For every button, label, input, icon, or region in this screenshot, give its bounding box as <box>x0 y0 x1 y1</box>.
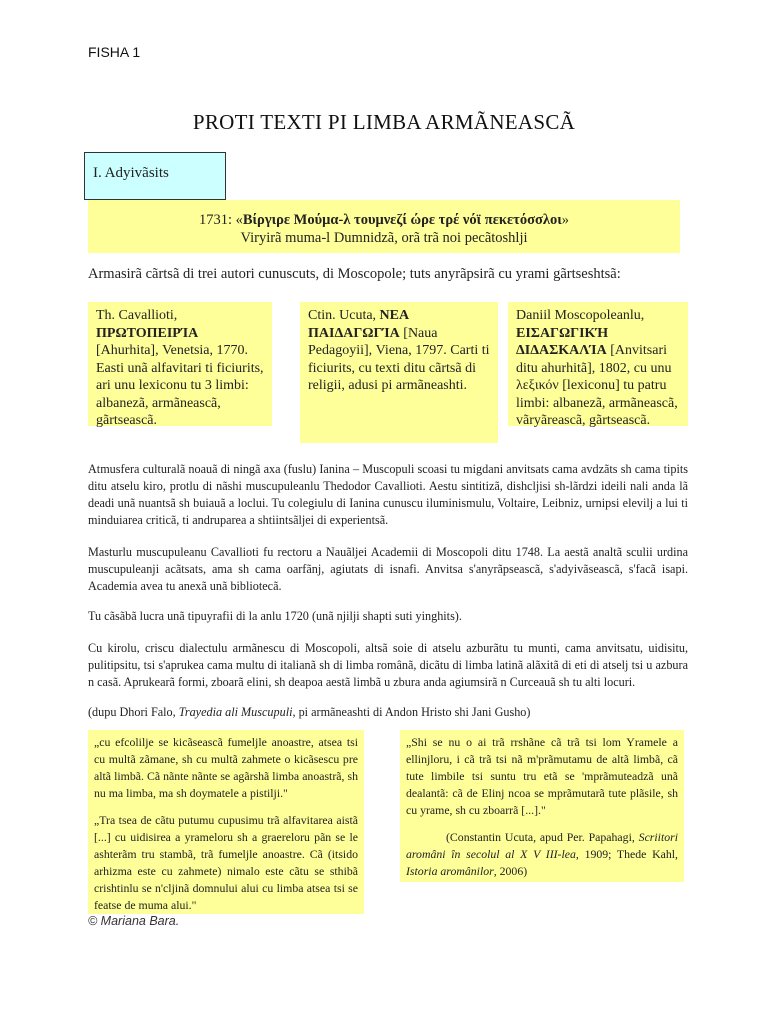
quote-paragraph: „cu efcolilje se kicãseascã fumeljle anoastre, atsea tsi cu multã zãmane, sh cu multã zahmete o kicãsescu pre altã limbã. Cã nãnte nãnte se agãrshã limba anoastrã, sh nu ma limba, ma sh doymatele a pistilji." <box>94 735 358 800</box>
book-description: [Ahurhita], Venetsia, 1770. Easti unã alfavitari ti ficiurits, ari unu lexiconu tu 3 limbi: albanezã, armãneascã, gãrtseascã. <box>96 343 264 428</box>
book-author: Ctin. Ucuta, <box>308 308 380 323</box>
section-tab: I. Adyivãsits <box>84 152 226 200</box>
paragraph-2: Masturlu muscupuleanu Cavallioti fu rectoru a Nauãljei Academii di Moscopoli ditu 1748. La aestã analtã sculii urdina muscupuleanji acãtsats, ama sh cama oarfãnj, agiutats di isnafi. Anvitsa s'anyrãpseascã, s'adyivãseascã, s'facã isapi. Academia avea tu anexã unã bibliotecã. <box>88 545 688 593</box>
quote-citation <box>406 829 678 880</box>
copyright: © Mariana Bara. <box>88 914 180 928</box>
intro-text: Armasirã cãrtsã di trei autori cunuscuts, di Moscopole; tuts anyrãpsirã cu yrami gãrtseshtsã: <box>88 266 621 282</box>
citation-work-2: Istoria aromânilor <box>406 864 494 878</box>
paragraph-3: Tu cãsãbã lucra unã tipuyrafii di la anlu 1720 (unã njilji shapti suti yinghits). <box>88 609 462 623</box>
book-greek-word: λεξικόν <box>516 378 559 393</box>
headline-greek: Βίργιρε Μούμα-λ τουμνεζί ώρε τρέ νόϊ πεκετόσσλοι <box>242 212 562 228</box>
book-greek-title: ΠΡΩΤΟΠΕΙΡΊΑ <box>96 325 199 341</box>
citation-work-1: Scriitori aromâni în secolul al X V III-lea <box>406 830 678 861</box>
page-title: PROTI TEXTI PI LIMBA ARMÃNEASCÃ <box>192 110 576 134</box>
citation-pre: (Constantin Ucuta, apud Per. Papahagi, <box>446 830 639 844</box>
book-description-a: [Anvitsari ditu ahurhitã], 1802, cu unu <box>516 343 672 376</box>
quote-paragraph: „Shi se nu o ai trã rrshãne cã trã tsi lom Yramele a ellinjloru, i cã trã tsi nã m'prãmutamu de altã limbã, cã tute limbile tsi suntu tru etã se 'mprãmuteadzã unã dealantã: cã de Elinj ncoa se mprãmutarã tute plãsile, sh cu yrame, sh cu zboarrã [...]." <box>406 735 678 817</box>
citation-post: , 2006) <box>493 864 528 878</box>
headline-end: » <box>561 212 569 228</box>
book-greek-title: ΝΕΑ ΠΑΙΔΑΓΩΓΊΑ <box>308 308 409 341</box>
headline-box <box>88 200 680 253</box>
headline-translation: Viryirã muma-l Dumnidzã, orã trã noi pecãtoshlji <box>240 230 528 246</box>
paragraph-4: Cu kirolu, criscu dialectulu armãnescu di Moscopoli, altsã soie di atselu azburãtu tu munti, cama anvitsatu, uidisitu, pulitipsitu, tsi s'aprukea cama multu di italianã sh di limba românã, dicãtu di limba latinã alãxitã di eti di atselj tsi u azbura n casã. Aprukearã formi, zboarã elini, sh deapoa aestã limbã u zbura anda agiumsirã n Curceauã sh tu alti locuri. <box>88 641 688 689</box>
book-column-2 <box>300 302 498 443</box>
source-note-post: , pi armãneashti di Andon Hristo shi Jani Gusho) <box>292 705 531 719</box>
worksheet-label: FISHA 1 <box>88 44 141 60</box>
quote-box-right <box>400 730 684 882</box>
source-note-title: Trayedia ali Muscupuli <box>178 705 293 719</box>
quote-box-left <box>88 730 364 914</box>
headline-greek-line <box>88 211 680 229</box>
book-column-1 <box>88 302 272 426</box>
book-description-b: [lexiconu] tu patru limbi: albanezã, armãneascã, vãryãreascã, gãrtseascã. <box>516 378 678 428</box>
book-description: [Naua Pedagoyii], Viena, 1797. Carti ti ficiurits, cu texti ditu cãrtsã di religii, adusi pi armãneashti. <box>308 325 490 393</box>
quote-paragraph: „Tra tsea de cãtu putumu cupusimu trã alfavitarea aistã [...] cu uidisirea a yrameloru sh a graereloru pãn se le ashterãm tru stambã, trã fumeljle anoastre. Cã (itsido arhizma este cu zahmete) nimalo este cãtu se sthibã crishtinlu se n'cljinã domnului alui cu limba atsea tsi se featse de muma alui." <box>94 813 358 912</box>
citation-mid: , 1909; Thede Kahl, <box>575 847 678 861</box>
book-author: Daniil Moscopoleanlu, <box>516 308 645 323</box>
source-note-pre: (dupu Dhori Falo, <box>88 705 179 719</box>
book-column-3 <box>508 302 688 426</box>
paragraph-1: Atmusfera culturalã noauã di ningã axa (fuslu) Ianina – Muscopuli scoasi tu migdani anvitsats cama avdzãts sh cama tipits ditu atselu kiro, protlu di nãshi muscupuleanlu Thedodor Cavallioti. Aestu sintitizã, dishcljisi sh-lãrdzi ideili nali anda lã deadi unã nuantsã sh buiauã a loclui. Tu colegiulu di Ianina cunuscu iluminismulu, Voltaire, Leibniz, urnipsi elevilj a lui ti minduiarea criticã, ti andruparea a shtiintsãljei di experientsã. <box>88 462 688 527</box>
book-greek-title: ΕΙΣΑΓΩΓΙΚΉ ΔΙΔΑΣΚΑΛΊΑ <box>516 325 609 358</box>
headline-year: 1731: « <box>198 212 243 228</box>
source-note <box>88 704 688 721</box>
book-author: Th. Cavallioti, <box>96 308 178 323</box>
